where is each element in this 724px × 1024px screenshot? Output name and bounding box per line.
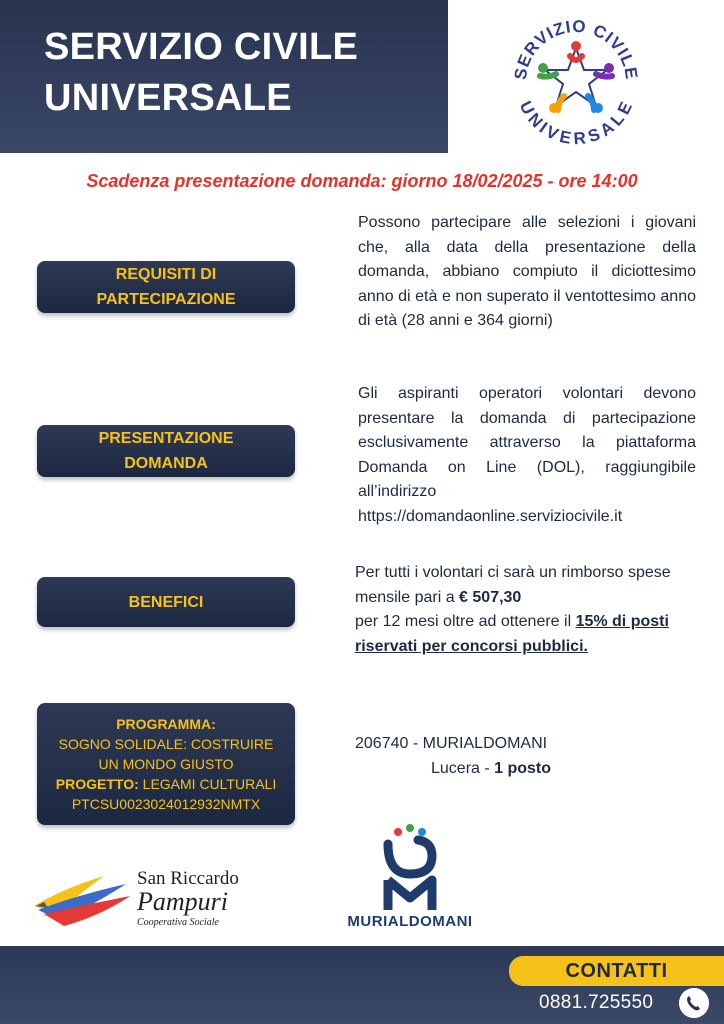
progetto-code: PTCSU0023024012932NMTX bbox=[71, 796, 261, 812]
dol-url-link[interactable]: https://domandaonline.serviziocivile.it bbox=[358, 507, 623, 525]
deadline-text: Scadenza presentazione domanda: giorno 18/02/2025 - ore 14:00 bbox=[86, 171, 638, 191]
pampuri-line-2: Pampuri bbox=[137, 887, 228, 916]
benefici-label-text: BENEFICI bbox=[128, 593, 204, 611]
requisiti-text: Possono partecipare alle selezioni i giovani che, alla data della presentazione della domanda, abbiano compiuto il diciottesimo anno di età e non superato il ventottesimo anno di età (28 anni e 364 giorni) bbox=[358, 214, 696, 329]
logo-arc-top-text: SERVIZIO CIVILE bbox=[510, 16, 642, 82]
presentazione-body: Gli aspiranti operatori volontari devono presentare la domanda di partecipazione esclusivamente attraverso la piattaforma Domanda on Line (DOL), raggiungibile all’indirizzo bbox=[358, 385, 696, 500]
presentazione-label bbox=[37, 425, 295, 477]
svg-text:UNIVERSALE bbox=[516, 98, 637, 148]
benefici-text bbox=[355, 561, 697, 659]
title-line-1: SERVIZIO CIVILE bbox=[44, 26, 359, 68]
contatti-badge: CONTATTI bbox=[509, 956, 724, 986]
benefici-text-a: Per tutti i volontari ci sarà un rimborso spese mensile pari a bbox=[355, 564, 671, 606]
phone-icon[interactable] bbox=[679, 988, 709, 1018]
star-of-people-icon bbox=[538, 41, 614, 113]
phone-number[interactable]: 0881.725550 bbox=[539, 992, 654, 1013]
sede-code: 206740 - MURIALDOMANI bbox=[355, 735, 548, 752]
progetto-label: PROGETTO: bbox=[55, 776, 139, 792]
programma-name-line-1: SOGNO SOLIDALE: COSTRUIRE bbox=[58, 736, 274, 752]
programma-label: PROGRAMMA: bbox=[116, 716, 216, 732]
programma-box bbox=[37, 703, 295, 825]
requisiti-label bbox=[37, 261, 295, 313]
presentazione-label-line-2: DOMANDA bbox=[124, 455, 208, 472]
sede-info bbox=[355, 731, 551, 781]
servizio-civile-logo bbox=[508, 12, 644, 148]
progetto-name: LEGAMI CULTURALI bbox=[138, 776, 277, 792]
benefici-text-b: per 12 mesi oltre ad ottenere il bbox=[355, 613, 576, 630]
requisiti-label-line-1: REQUISITI DI bbox=[115, 266, 217, 283]
sede-city: Lucera - bbox=[431, 760, 495, 777]
murialdomani-logo bbox=[378, 822, 442, 914]
murialdomani-wordmark: MURIALDOMANI bbox=[347, 913, 473, 930]
title-line-2: UNIVERSALE bbox=[44, 77, 292, 119]
pampuri-line-3: Cooperativa Sociale bbox=[137, 917, 219, 928]
presentazione-text bbox=[358, 382, 696, 529]
benefici-highlight: 15% di posti riservati per concorsi pubblici. bbox=[355, 613, 669, 655]
pampuri-line-1: San Riccardo bbox=[137, 868, 239, 889]
sede-posti: 1 posto bbox=[494, 760, 552, 777]
benefici-label bbox=[37, 577, 295, 627]
presentazione-label-line-1: PRESENTAZIONE bbox=[98, 430, 234, 447]
programma-name-line-2: UN MONDO GIUSTO bbox=[98, 756, 234, 772]
rimborso-amount: € 507,30 bbox=[459, 588, 522, 606]
pampuri-wordmark bbox=[137, 869, 239, 928]
requisiti-label-line-2: PARTECIPAZIONE bbox=[96, 291, 236, 308]
header-banner bbox=[0, 0, 448, 153]
logo-arc-bottom-text: UNIVERSALE bbox=[515, 98, 637, 148]
page-title bbox=[44, 22, 434, 124]
